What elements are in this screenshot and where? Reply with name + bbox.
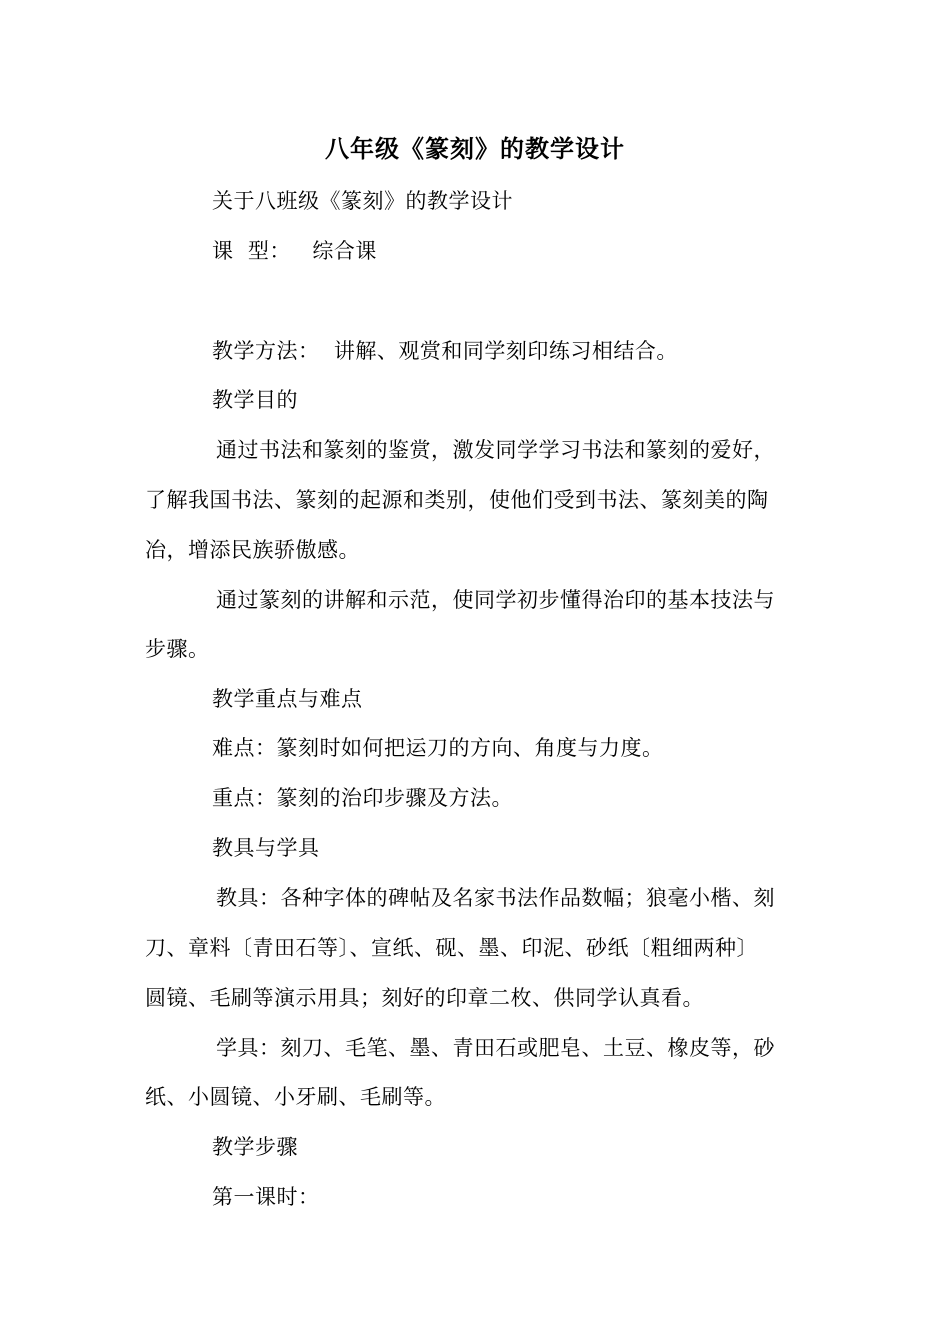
paragraph-line: 教具：各种字体的碑帖及名家书法作品数幅；狼毫小楷、刻 (216, 886, 775, 910)
paragraph-line: 通过篆刻的讲解和示范，使同学初步懂得治印的基本技法与 (216, 588, 775, 612)
paragraph-line: 刀、章料〔青田石等〕、宣纸、砚、墨、印泥、砂纸〔粗细两种〕 (145, 936, 758, 960)
document-title: 八年级《篆刻》的教学设计 (325, 134, 625, 163)
first-lesson-line: 第一课时： (212, 1185, 320, 1209)
paragraph-line: 纸、小圆镜、小牙刷、毛刷等。 (145, 1085, 446, 1109)
teaching-method-line: 教学方法： 讲解、观赏和同学刻印练习相结合。 (212, 339, 678, 363)
key-point-line: 重点：篆刻的治印步骤及方法。 (212, 786, 513, 810)
paragraph-line: 学具：刻刀、毛笔、墨、青田石或肥皂、土豆、橡皮等，砂 (216, 1036, 775, 1060)
paragraph-line: 圆镜、毛刷等演示用具；刻好的印章二枚、供同学认真看。 (145, 986, 704, 1010)
section-heading-key-points: 教学重点与难点 (212, 687, 363, 711)
paragraph-line: 通过书法和篆刻的鉴赏，激发同学学习书法和篆刻的爱好， (216, 438, 775, 462)
section-heading-steps: 教学步骤 (212, 1135, 298, 1159)
paragraph-line: 步骤。 (145, 637, 210, 661)
difficulty-line: 难点：篆刻时如何把运刀的方向、角度与力度。 (212, 736, 664, 760)
course-type-line: 课 型： 综合课 (212, 239, 377, 263)
paragraph-line: 了解我国书法、篆刻的起源和类别，使他们受到书法、篆刻美的陶 (145, 488, 769, 512)
section-heading-tools: 教具与学具 (212, 836, 320, 860)
section-heading-objectives: 教学目的 (212, 388, 298, 412)
subtitle-line: 关于八班级《篆刻》的教学设计 (212, 189, 513, 213)
paragraph-line: 冶，增添民族骄傲感。 (145, 538, 360, 562)
